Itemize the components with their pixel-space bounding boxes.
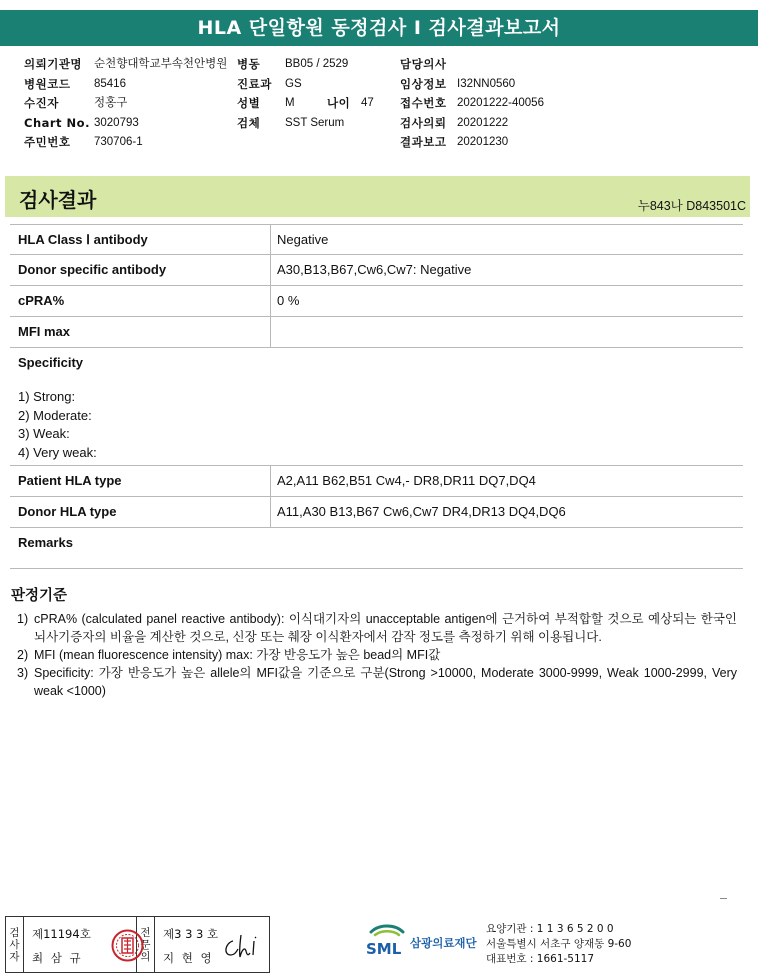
- info-value: 47: [361, 97, 374, 109]
- criteria-item: [17, 646, 737, 664]
- patient-info-column: [24, 55, 227, 153]
- inspector-license: 제11194호: [32, 927, 91, 941]
- info-row-chart-no: [24, 114, 227, 134]
- result-code: 누843나 D843501C: [637, 199, 746, 213]
- label-char: 검: [9, 926, 20, 939]
- signature-block: [5, 916, 270, 973]
- info-value: 20201222: [457, 116, 509, 129]
- label-char: 사: [9, 938, 20, 951]
- info-row-hospital-code: [24, 75, 227, 95]
- info-value: M: [285, 97, 295, 109]
- info-row-specimen: [237, 114, 374, 134]
- svg-text:SML: SML: [366, 940, 402, 958]
- specificity-list: [18, 388, 97, 462]
- organization-code: 요양기관 : 1 1 3 6 5 2 0 0: [486, 923, 614, 935]
- info-value: 85416: [94, 77, 126, 90]
- info-row-department: [237, 75, 374, 95]
- info-row-sex-age: [237, 94, 374, 114]
- results-table: [10, 224, 743, 559]
- info-row-patient-name: [24, 94, 227, 114]
- info-row-doctor: [400, 55, 544, 75]
- specificity-item: 4) Very weak:: [18, 444, 97, 460]
- info-value: 730706-1: [94, 136, 143, 148]
- report-title: HLA 단일항원 동정검사 I 검사결과보고서: [0, 10, 758, 46]
- divider: [720, 898, 727, 899]
- result-key: Donor HLA type: [10, 497, 271, 527]
- info-label: 담당의사: [400, 57, 447, 71]
- result-value: [271, 317, 277, 347]
- info-label: 주민번호: [24, 135, 71, 149]
- criteria-text: MFI (mean fluorescence intensity) max: 가장 반응도가 높은 bead의 MFI값: [34, 648, 441, 662]
- criteria-number: 2): [17, 648, 29, 662]
- info-value: 20201230: [457, 136, 509, 148]
- info-label: 나이: [327, 96, 351, 110]
- info-label: 의뢰기관명: [24, 57, 83, 71]
- info-label: 수진자: [24, 96, 59, 110]
- seal-stamp-icon: [111, 929, 144, 962]
- organization-phone: 대표번호 : 1661-5117: [486, 953, 595, 965]
- criteria-item: [17, 664, 737, 700]
- approver-cell: [155, 917, 268, 972]
- result-section-header: [5, 176, 750, 217]
- info-value: BB05 / 2529: [285, 58, 349, 70]
- visit-info-column: [237, 55, 374, 133]
- criteria-number: 1): [17, 612, 29, 626]
- result-row-specificity: [10, 348, 743, 466]
- specificity-item: 2) Moderate:: [18, 407, 92, 423]
- organization-address: 서울특별시 서초구 양재동 9-60: [486, 938, 632, 950]
- info-label: 병동: [237, 57, 261, 71]
- info-label: 병원코드: [24, 76, 71, 91]
- info-value: I32NN0560: [457, 77, 516, 90]
- result-row-hla-class-i: [10, 224, 743, 255]
- handwritten-signature-icon: [219, 929, 263, 963]
- result-value: A30,B13,B67,Cw6,Cw7: Negative: [277, 262, 472, 277]
- inspector-cell: [24, 917, 137, 972]
- info-label: 검체: [237, 115, 261, 130]
- info-value: 정홍구: [94, 97, 128, 109]
- result-value: Negative: [277, 232, 329, 247]
- info-row-requesting-institution: [24, 55, 227, 75]
- info-label: 결과보고: [400, 135, 447, 149]
- result-heading: 검사결과: [19, 188, 97, 212]
- result-value: 0 %: [277, 293, 300, 308]
- label-char: 자: [9, 950, 20, 963]
- sml-logo-icon: [365, 922, 409, 958]
- info-label: 검사의뢰: [400, 115, 447, 130]
- info-value: 순천향대학교부속천안병원: [94, 58, 228, 70]
- test-info-column: [400, 55, 544, 153]
- info-label: 임상정보: [400, 76, 447, 91]
- info-row-clinical-info: [400, 75, 544, 95]
- result-key: Donor specific antibody: [10, 255, 271, 285]
- info-value: SST Serum: [285, 116, 345, 129]
- label-char: 의: [140, 950, 151, 963]
- info-value: GS: [285, 77, 302, 90]
- remarks-label: Remarks: [18, 535, 73, 550]
- info-label: 접수번호: [400, 96, 447, 110]
- result-row-remarks: [10, 528, 743, 559]
- criteria-title: 판정기준: [11, 588, 68, 604]
- criteria-number: 3): [17, 666, 29, 680]
- info-label: 진료과: [237, 76, 272, 91]
- info-row-ward: [237, 55, 374, 75]
- criteria-text: Specificity: 가장 반응도가 높은 allele의 MFI값을 기준으로 구분(Strong >10000, Moderate 3000-9999, Weak 1000-2999, Very weak <1000): [34, 666, 737, 698]
- result-row-patient-hla: [10, 466, 743, 497]
- info-value: 20201222-40056: [457, 97, 544, 109]
- inspector-name: 최 삼 규: [32, 951, 83, 965]
- label-char: 전: [140, 926, 151, 939]
- result-value: A11,A30 B13,B67 Cw6,Cw7 DR4,DR13 DQ4,DQ6: [277, 504, 566, 519]
- info-row-receipt-no: [400, 94, 544, 114]
- criteria-list: [17, 610, 737, 700]
- specificity-item: 1) Strong:: [18, 389, 76, 404]
- result-key: cPRA%: [10, 286, 271, 316]
- organization-name: 삼광의료재단: [410, 936, 477, 950]
- inspector-label: [6, 917, 24, 972]
- approver-name: 지 현 영: [163, 951, 214, 965]
- label-char: 문: [140, 938, 151, 951]
- info-label: 성별: [237, 96, 261, 110]
- result-key: MFI max: [10, 317, 271, 347]
- result-row-mfi-max: [10, 317, 743, 348]
- info-row-report-date: [400, 133, 544, 153]
- organization-info: [486, 922, 631, 967]
- result-row-cpra: [10, 286, 743, 317]
- approver-license: 제3 3 3 호: [163, 927, 219, 941]
- result-key: HLA Class Ⅰ antibody: [10, 225, 271, 254]
- criteria-text: cPRA% (calculated panel reactive antibody): 이식대기자의 unacceptable antigen에 근거하여 부적합할 것으로 예상되는 한국인 뇌사기증자의 비율을 계산한 것으로, 신장 또는 췌장 이식환자에서 감작 정도를 측정하기 위해 이용됩니다.: [34, 612, 737, 644]
- criteria-item: [17, 610, 737, 646]
- divider: [10, 568, 743, 569]
- result-row-dsa: [10, 255, 743, 286]
- info-label: Chart No.: [24, 115, 90, 130]
- result-row-donor-hla: [10, 497, 743, 528]
- specificity-label: Specificity: [18, 355, 84, 370]
- info-value: 3020793: [94, 116, 139, 129]
- result-value: A2,A11 B62,B51 Cw4,- DR8,DR11 DQ7,DQ4: [277, 473, 536, 488]
- specificity-item: 3) Weak:: [18, 426, 70, 441]
- result-key: Patient HLA type: [10, 466, 271, 496]
- info-row-request-date: [400, 114, 544, 134]
- info-row-resident-no: [24, 133, 227, 153]
